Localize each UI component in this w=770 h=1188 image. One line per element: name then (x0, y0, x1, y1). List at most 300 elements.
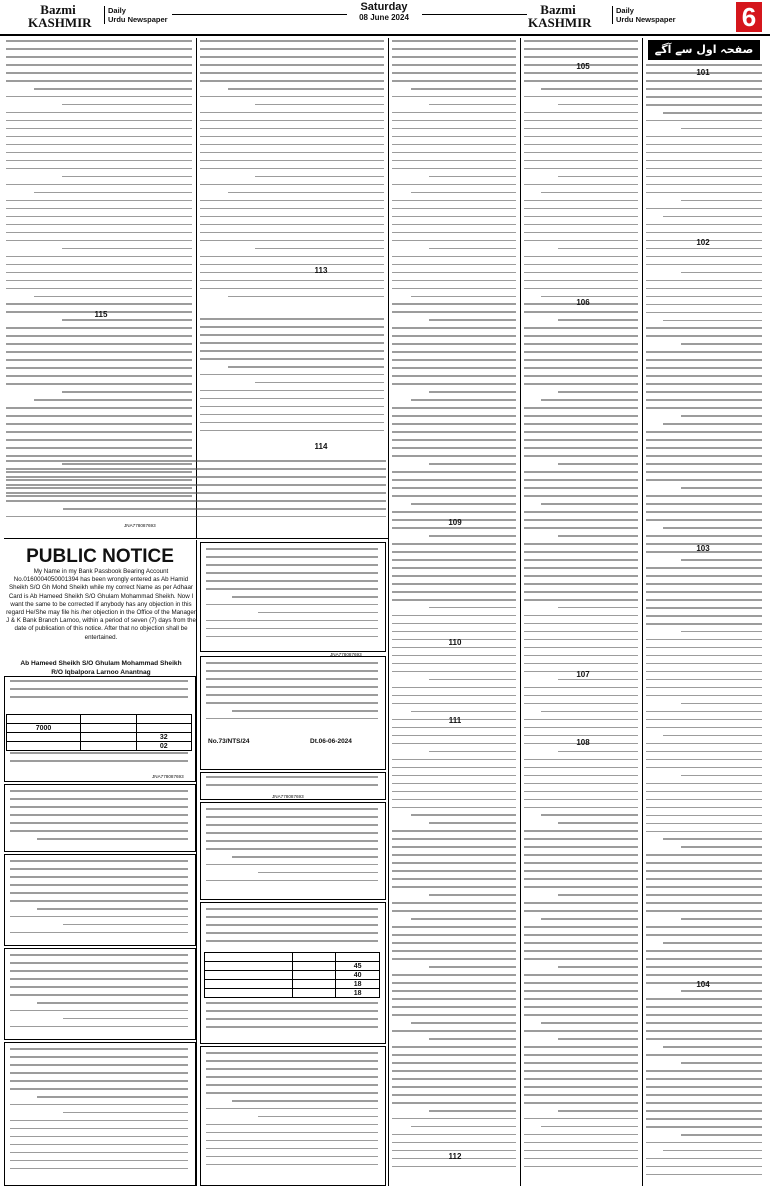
text-line (646, 823, 762, 825)
text-line (646, 327, 762, 329)
text-line (392, 232, 516, 234)
ad-table-cell (205, 989, 293, 998)
text-line (558, 751, 638, 753)
ad-text (206, 908, 378, 948)
text-line (558, 391, 638, 393)
text-line (6, 160, 192, 162)
text-line (558, 1038, 638, 1040)
text-line (646, 431, 762, 433)
ad-text (10, 954, 188, 1034)
text-line (646, 934, 762, 936)
article-number: 110 (448, 638, 462, 647)
text-line (232, 856, 378, 858)
text-line (429, 966, 516, 968)
text-line (541, 1126, 638, 1128)
text-line (34, 88, 192, 90)
brand-left-sub2: Urdu Newspaper (108, 15, 168, 24)
column-rule (520, 38, 521, 1186)
text-line (10, 1010, 188, 1012)
column-rule (642, 38, 643, 1186)
text-line (206, 916, 378, 918)
text-line (663, 112, 762, 114)
text-line (6, 383, 192, 385)
text-line (392, 327, 516, 329)
text-line (524, 1054, 638, 1056)
text-line (206, 808, 378, 810)
text-line (392, 264, 516, 266)
ad-table-cell: 02 (136, 742, 192, 751)
ad-table-cell (81, 742, 137, 751)
text-line (646, 104, 762, 106)
text-line (646, 280, 762, 282)
ad-table-cell (292, 953, 336, 962)
text-line (6, 280, 192, 282)
text-line (392, 447, 516, 449)
text-line (6, 208, 192, 210)
text-line (206, 832, 378, 834)
ad-table-cell: 32 (136, 733, 192, 742)
text-line (206, 686, 378, 688)
article-number: 115 (94, 310, 108, 319)
text-line (392, 1166, 516, 1168)
text-line (646, 192, 762, 194)
article-number: 113 (314, 266, 328, 275)
text-line (541, 1022, 638, 1024)
notice-number: No.73/NTS/24 (208, 738, 250, 745)
text-line (6, 224, 192, 226)
text-line (392, 886, 516, 888)
text-line (646, 1078, 762, 1080)
text-line (228, 366, 384, 368)
text-line (392, 200, 516, 202)
text-line (6, 415, 192, 417)
text-line (206, 840, 378, 842)
text-line (392, 647, 516, 649)
ad-text (206, 776, 378, 796)
ad-table-cell (7, 715, 81, 724)
text-line (558, 607, 638, 609)
text-line (10, 916, 188, 918)
brand-left-sub1: Daily (108, 6, 126, 15)
text-line (200, 216, 384, 218)
text-line (392, 567, 516, 569)
text-line (524, 351, 638, 353)
text-line (392, 1134, 516, 1136)
text-line (558, 894, 638, 896)
text-line (10, 1072, 188, 1074)
text-line (392, 208, 516, 210)
text-line (200, 120, 384, 122)
text-line (524, 431, 638, 433)
text-line (524, 647, 638, 649)
text-line (200, 240, 384, 242)
ad-table (6, 714, 192, 751)
text-line (392, 775, 516, 777)
text-line (6, 423, 192, 425)
text-line (524, 902, 638, 904)
ad-code: JNA778087693 (272, 794, 304, 799)
text-line (646, 807, 762, 809)
text-line (392, 838, 516, 840)
text-line (392, 998, 516, 1000)
text-line (524, 471, 638, 473)
article-number: 112 (448, 1152, 462, 1161)
text-line (646, 511, 762, 513)
text-line (392, 551, 516, 553)
text-line (200, 422, 384, 424)
text-line (524, 583, 638, 585)
text-line (392, 511, 516, 513)
text-line (392, 431, 516, 433)
brand-right-line1: Bazmi (540, 2, 576, 17)
text-line (646, 1110, 762, 1112)
text-line (10, 680, 188, 682)
text-line (392, 367, 516, 369)
text-line (206, 940, 378, 942)
text-line (646, 383, 762, 385)
text-line (646, 815, 762, 817)
text-line (200, 264, 384, 266)
ad-table-cell (7, 733, 81, 742)
text-line (524, 759, 638, 761)
text-line (392, 791, 516, 793)
text-line (6, 367, 192, 369)
text-line (392, 240, 516, 242)
text-line (646, 1118, 762, 1120)
text-line (10, 1088, 188, 1090)
ad-table-cell: 45 (336, 962, 380, 971)
text-line (392, 527, 516, 529)
text-line (258, 872, 378, 874)
text-line (392, 224, 516, 226)
text-line (646, 854, 762, 856)
text-line (10, 1120, 188, 1122)
text-line (200, 168, 384, 170)
text-line (646, 1166, 762, 1168)
text-line (10, 970, 188, 972)
text-line (646, 1054, 762, 1056)
text-line (206, 556, 378, 558)
text-line (392, 559, 516, 561)
text-line (255, 248, 384, 250)
text-line (6, 120, 192, 122)
ad-code: JNA778087693 (124, 523, 156, 528)
text-line (646, 886, 762, 888)
text-line (200, 208, 384, 210)
text-line (541, 814, 638, 816)
ad-table-cell (205, 971, 293, 980)
text-line (206, 580, 378, 582)
text-line (392, 1118, 516, 1120)
article-number: 109 (448, 518, 462, 527)
text-line (10, 1152, 188, 1154)
text-line (646, 455, 762, 457)
text-line (206, 1156, 378, 1158)
text-line (646, 1094, 762, 1096)
text-line (524, 998, 638, 1000)
text-line (392, 862, 516, 864)
text-line (681, 703, 762, 705)
text-line (646, 447, 762, 449)
text-line (392, 64, 516, 66)
text-line (411, 399, 516, 401)
text-line (6, 200, 192, 202)
text-line (200, 326, 384, 328)
text-line (200, 414, 384, 416)
text-line (10, 868, 188, 870)
text-line (6, 48, 192, 50)
text-line (646, 144, 762, 146)
text-line (392, 623, 516, 625)
text-line (646, 1142, 762, 1144)
text-line (206, 1068, 378, 1070)
text-line (646, 184, 762, 186)
text-line (524, 136, 638, 138)
text-line (524, 1030, 638, 1032)
text-line (646, 64, 762, 66)
ad-table-cell (336, 953, 380, 962)
text-line (6, 431, 192, 433)
text-line (646, 391, 762, 393)
text-line (200, 184, 384, 186)
text-line (646, 503, 762, 505)
text-line (6, 264, 192, 266)
text-line (200, 256, 384, 258)
text-line (524, 224, 638, 226)
text-line (206, 1076, 378, 1078)
text-line (10, 900, 188, 902)
text-line (646, 479, 762, 481)
text-line (62, 176, 192, 178)
text-line (392, 982, 516, 984)
text-line (392, 439, 516, 441)
text-line (524, 623, 638, 625)
text-line (646, 966, 762, 968)
brand-left-line2: KASHMIR (28, 15, 92, 30)
text-line (392, 1102, 516, 1104)
text-line (6, 128, 192, 130)
masthead-rule-right (422, 14, 527, 15)
notice-date: Dt.06-06-2024 (310, 738, 352, 745)
text-line (524, 838, 638, 840)
text-line (6, 232, 192, 234)
text-line (646, 463, 762, 465)
text-line (63, 1112, 188, 1114)
text-line (206, 548, 378, 550)
text-line (6, 468, 386, 470)
text-line (392, 1014, 516, 1016)
text-line (392, 655, 516, 657)
public-notice-signature (6, 660, 196, 677)
text-line (392, 575, 516, 577)
text-line (6, 240, 192, 242)
text-line (200, 374, 384, 376)
text-line (206, 880, 378, 882)
text-line (6, 40, 192, 42)
text-line (200, 318, 384, 320)
section-divider (4, 538, 388, 539)
public-notice-sign2: R/O Iqbalpora Larnoo Anantnag (51, 668, 151, 676)
text-line (524, 639, 638, 641)
ad-text (206, 662, 378, 732)
text-line (646, 767, 762, 769)
text-line (10, 790, 188, 792)
public-notice-sign1: Ab Hameed Sheikh S/O Ghulam Mohammad Sheikh (20, 660, 182, 667)
bottom-notice-strip (6, 460, 386, 530)
text-line (646, 743, 762, 745)
text-line (646, 407, 762, 409)
text-line (524, 527, 638, 529)
text-line (411, 711, 516, 713)
text-line (6, 272, 192, 274)
text-line (10, 1104, 188, 1106)
ad-table-cell (292, 980, 336, 989)
text-line (200, 334, 384, 336)
text-line (6, 64, 192, 66)
text-line (646, 312, 762, 314)
text-line (200, 406, 384, 408)
text-line (206, 702, 378, 704)
text-line (524, 870, 638, 872)
text-line (392, 168, 516, 170)
text-line (681, 487, 762, 489)
text-line (392, 695, 516, 697)
article-number: 103 (696, 544, 710, 553)
ad-table-cell: 7000 (7, 724, 81, 733)
text-line (524, 1158, 638, 1160)
text-line (206, 816, 378, 818)
text-line (392, 687, 516, 689)
text-line (524, 735, 638, 737)
article-column-5 (646, 64, 762, 1184)
text-line (524, 152, 638, 154)
ad-table-cell (7, 742, 81, 751)
text-line (541, 296, 638, 298)
text-line (524, 703, 638, 705)
article-column-2b (200, 318, 384, 438)
text-line (206, 572, 378, 574)
text-line (663, 216, 762, 218)
text-line (524, 1094, 638, 1096)
text-line (646, 1174, 762, 1176)
text-line (392, 280, 516, 282)
text-line (646, 623, 762, 625)
text-line (646, 256, 762, 258)
text-line (524, 184, 638, 186)
text-line (646, 567, 762, 569)
masthead-rule-left (172, 14, 347, 15)
text-line (206, 1164, 378, 1166)
text-line (392, 407, 516, 409)
text-line (524, 359, 638, 361)
text-line (392, 351, 516, 353)
text-line (681, 272, 762, 274)
text-line (681, 415, 762, 417)
text-line (6, 96, 192, 98)
text-line (524, 727, 638, 729)
text-line (392, 934, 516, 936)
text-line (524, 1070, 638, 1072)
text-line (646, 439, 762, 441)
text-line (392, 1062, 516, 1064)
text-line (392, 184, 516, 186)
text-line (524, 958, 638, 960)
text-line (411, 1022, 516, 1024)
text-line (524, 511, 638, 513)
text-line (646, 615, 762, 617)
ad-table-cell (136, 715, 192, 724)
article-number: 108 (576, 738, 590, 747)
text-line (392, 128, 516, 130)
text-line (6, 476, 386, 478)
text-line (392, 375, 516, 377)
text-line (10, 798, 188, 800)
text-line (524, 830, 638, 832)
text-line (392, 735, 516, 737)
text-line (646, 791, 762, 793)
brand-logo-left (28, 2, 92, 30)
text-line (646, 1102, 762, 1104)
text-line (200, 342, 384, 344)
text-line (663, 1150, 762, 1152)
text-line (10, 822, 188, 824)
text-line (392, 216, 516, 218)
text-line (646, 519, 762, 521)
text-line (524, 926, 638, 928)
text-line (200, 232, 384, 234)
text-line (232, 1100, 378, 1102)
text-line (10, 978, 188, 980)
text-line (10, 1136, 188, 1138)
ad-table-cell (205, 962, 293, 971)
text-line (206, 908, 378, 910)
text-line (392, 910, 516, 912)
text-line (646, 208, 762, 210)
text-line (6, 455, 192, 457)
ad-table-cell: 18 (336, 980, 380, 989)
text-line (646, 655, 762, 657)
text-line (524, 311, 638, 313)
text-line (392, 615, 516, 617)
text-line (524, 543, 638, 545)
text-line (206, 1124, 378, 1126)
text-line (392, 256, 516, 258)
text-line (646, 695, 762, 697)
text-line (524, 272, 638, 274)
text-line (10, 954, 188, 956)
text-line (429, 248, 516, 250)
text-line (6, 136, 192, 138)
text-line (524, 1118, 638, 1120)
text-line (681, 775, 762, 777)
text-line (6, 144, 192, 146)
text-line (200, 430, 384, 432)
text-line (10, 806, 188, 808)
text-line (646, 1086, 762, 1088)
text-line (646, 799, 762, 801)
text-line (524, 719, 638, 721)
text-line (646, 304, 762, 306)
text-line (646, 88, 762, 90)
text-line (34, 192, 192, 194)
text-line (392, 703, 516, 705)
text-line (206, 848, 378, 850)
text-line (392, 1054, 516, 1056)
text-line (429, 319, 516, 321)
text-line (232, 710, 378, 712)
text-line (429, 1038, 516, 1040)
ad-table-cell: 40 (336, 971, 380, 980)
